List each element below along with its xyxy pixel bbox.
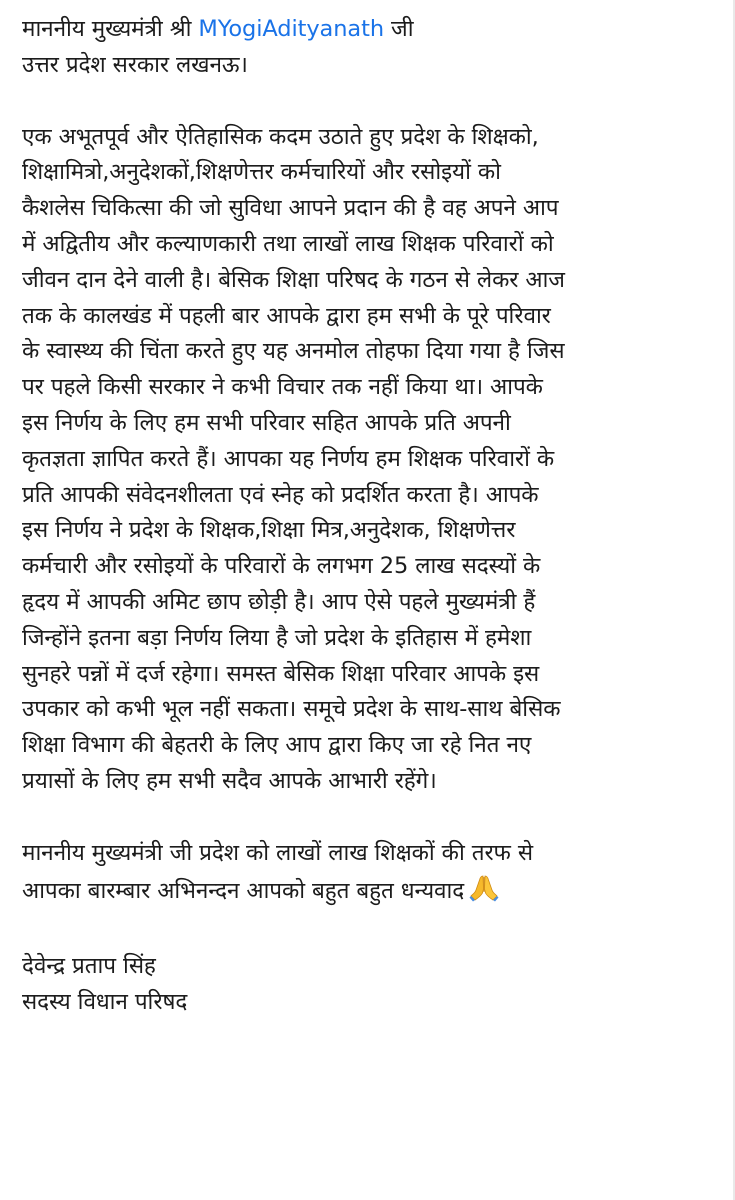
body-line: प्रयासों के लिए हम सभी सदैव आपके आभारी रहेंगे। <box>22 767 437 794</box>
body-line: जीवन दान देने वाली है। बेसिक शिक्षा परिषद के गठन से लेकर आज <box>22 266 565 293</box>
body-line: पर पहले किसी सरकार ने कभी विचार तक नहीं किया था। आपके <box>22 374 543 401</box>
body-line: इस निर्णय के लिए हम सभी परिवार सहित आपके प्रति अपनी <box>22 409 511 436</box>
mention-link[interactable]: MYogiAdityanath <box>198 16 384 42</box>
salutation <box>22 12 713 84</box>
closing-line: माननीय मुख्यमंत्री जी प्रदेश को लाखों लाख शिक्षकों की तरफ से <box>22 839 533 866</box>
paragraph-spacer <box>22 84 713 120</box>
salutation-line-1 <box>22 12 713 48</box>
signature <box>22 949 713 1021</box>
body-line: कैशलेस चिकित्सा की जो सुविधा आपने प्रदान की है वह अपने आप <box>22 195 559 222</box>
body-line: के स्वास्थ्य की चिंता करते हुए यह अनमोल तोहफा दिया गया है जिस <box>22 338 565 365</box>
body-line: शिक्षामित्रो,अनुदेशकों,शिक्षणेत्तर कर्मचारियों और रसोइयों को <box>22 159 501 186</box>
body-line: तक के कालखंड में पहली बार आपके द्वारा हम सभी के पूरे परिवार <box>22 302 551 329</box>
paragraph-spacer <box>22 913 713 949</box>
body-line: शिक्षा विभाग की बेहतरी के लिए आप द्वारा किए जा रहे नित नए <box>22 732 532 759</box>
salutation-line-2: उत्तर प्रदेश सरकार लखनऊ। <box>22 51 248 78</box>
body-line: एक अभूतपूर्व और ऐतिहासिक कदम उठाते हुए प्रदेश के शिक्षको, <box>22 123 539 150</box>
folded-hands-icon <box>468 872 500 914</box>
signature-title: सदस्य विधान परिषद <box>22 989 188 1016</box>
body-line: में अद्वितीय और कल्याणकारी तथा लाखों लाख शिक्षक परिवारों को <box>22 230 554 257</box>
salutation-suffix: जी <box>383 16 414 42</box>
body-line: इस निर्णय ने प्रदेश के शिक्षक,शिक्षा मित्र,अनुदेशक, शिक्षणेत्तर <box>22 517 516 544</box>
body-line: प्रति आपकी संवेदनशीलता एवं स्नेह को प्रदर्शित करता है। आपके <box>22 481 539 508</box>
body-line: कर्मचारी और रसोइयों के परिवारों के लगभग 25 लाख सदस्यों के <box>22 553 541 580</box>
body-line: हृदय में आपकी अमिट छाप छोड़ी है। आप ऐसे पहले मुख्यमंत्री हैं <box>22 588 536 615</box>
body-line: जिन्होंने इतना बड़ा निर्णय लिया है जो प्रदेश के इतिहास में हमेशा <box>22 624 532 651</box>
closing-paragraph <box>22 836 713 914</box>
body-line: सुनहरे पन्नों में दर्ज रहेगा। समस्त बेसिक शिक्षा परिवार आपके इस <box>22 660 540 687</box>
closing-line-text: आपका बारम्बार अभिनन्दन आपको बहुत बहुत धन्यवाद <box>22 877 465 904</box>
signature-name: देवेन्द्र प्रताप सिंह <box>22 953 156 980</box>
closing-line <box>22 872 713 914</box>
paragraph-spacer <box>22 800 713 836</box>
body-line: कृतज्ञता ज्ञापित करते हैं। आपका यह निर्णय हम शिक्षक परिवारों के <box>22 445 555 472</box>
body-line: उपकार को कभी भूल नहीं सकता। समूचे प्रदेश के साथ-साथ बेसिक <box>22 696 561 723</box>
body-paragraph <box>22 120 713 800</box>
salutation-prefix: माननीय मुख्यमंत्री श्री <box>22 16 199 42</box>
